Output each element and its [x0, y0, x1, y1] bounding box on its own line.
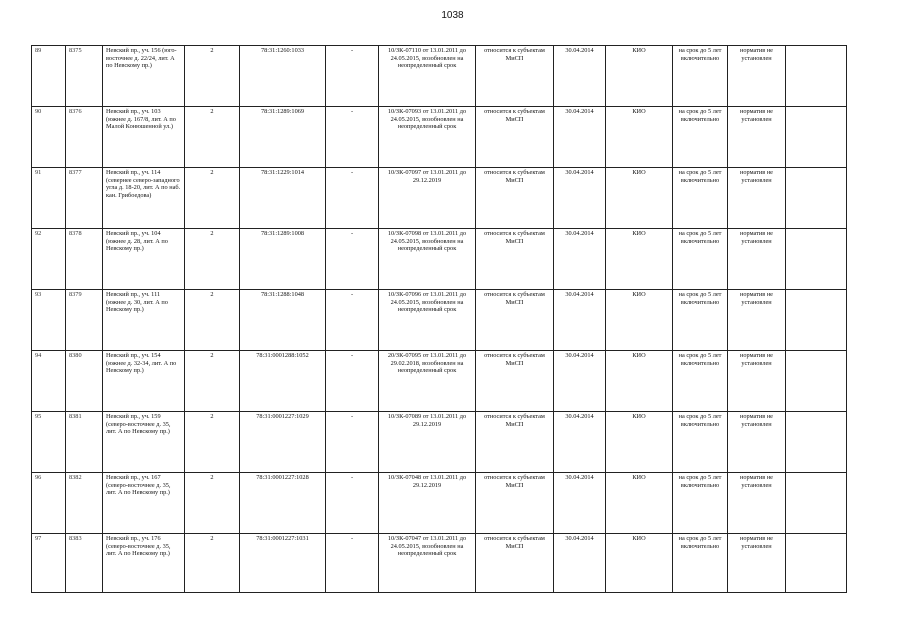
agreement-cell: 10/ЗК-07047 от 13.01.2011 до 24.05.2015, возобновлен на неопределенный срок [379, 534, 476, 593]
agreement-cell: 10/ЗК-07096 от 13.01.2011 до 24.05.2015, возобновлен на неопределенный срок [379, 290, 476, 351]
address-cell: Невский пр., уч. 103 (южнее д. 167/8, лит. А по Малой Конюшенной ул.) [103, 107, 185, 168]
table-row [32, 290, 847, 351]
category-cell: 2 [185, 412, 240, 473]
category-cell: 2 [185, 534, 240, 593]
table-row [32, 229, 847, 290]
agreement-cell: 10/ЗК-07110 от 13.01.2011 до 24.05.2015, возобновлен на неопределенный срок [379, 46, 476, 107]
row-number: 97 [32, 534, 66, 593]
agreement-cell: 10/ЗК-07098 от 13.01.2011 до 24.05.2015, возобновлен на неопределенный срок [379, 229, 476, 290]
norm-cell: норматив не установлен [728, 473, 786, 534]
empty-cell [786, 412, 847, 473]
page-number: 1038 [441, 10, 464, 21]
row-number: 95 [32, 412, 66, 473]
agreement-cell: 10/ЗК-07048 от 13.01.2011 до 29.12.2019 [379, 473, 476, 534]
row-number: 93 [32, 290, 66, 351]
cadastral-number-cell: 78:31:0001288:1052 [240, 351, 326, 412]
organization-cell: КИО [606, 473, 673, 534]
record-id: 8377 [66, 168, 103, 229]
organization-cell: КИО [606, 229, 673, 290]
empty-cell [786, 290, 847, 351]
category-cell: 2 [185, 473, 240, 534]
table-row [32, 107, 847, 168]
empty-cell [786, 168, 847, 229]
dash-cell: - [326, 412, 379, 473]
record-id: 8375 [66, 46, 103, 107]
organization-cell: КИО [606, 534, 673, 593]
row-number: 96 [32, 473, 66, 534]
record-id: 8382 [66, 473, 103, 534]
term-cell: на срок до 5 лет включительно [673, 46, 728, 107]
date-cell: 30.04.2014 [554, 473, 606, 534]
category-cell: 2 [185, 46, 240, 107]
subject-status-cell: относится к субъектам МиСП [476, 107, 554, 168]
term-cell: на срок до 5 лет включительно [673, 412, 728, 473]
dash-cell: - [326, 168, 379, 229]
organization-cell: КИО [606, 290, 673, 351]
term-cell: на срок до 5 лет включительно [673, 290, 728, 351]
category-cell: 2 [185, 290, 240, 351]
cadastral-number-cell: 78:31:1289:1008 [240, 229, 326, 290]
organization-cell: КИО [606, 412, 673, 473]
norm-cell: норматив не установлен [728, 229, 786, 290]
table-row [32, 168, 847, 229]
subject-status-cell: относится к субъектам МиСП [476, 168, 554, 229]
row-number: 91 [32, 168, 66, 229]
dash-cell: - [326, 473, 379, 534]
norm-cell: норматив не установлен [728, 351, 786, 412]
cadastral-number-cell: 78:31:0001227:1031 [240, 534, 326, 593]
organization-cell: КИО [606, 46, 673, 107]
record-id: 8380 [66, 351, 103, 412]
cadastral-number-cell: 78:31:0001227:1028 [240, 473, 326, 534]
organization-cell: КИО [606, 168, 673, 229]
category-cell: 2 [185, 107, 240, 168]
term-cell: на срок до 5 лет включительно [673, 168, 728, 229]
address-cell: Невский пр., уч. 104 (южнее д. 28, лит. А по Невскому пр.) [103, 229, 185, 290]
norm-cell: норматив не установлен [728, 412, 786, 473]
subject-status-cell: относится к субъектам МиСП [476, 412, 554, 473]
term-cell: на срок до 5 лет включительно [673, 351, 728, 412]
cadastral-number-cell: 78:31:1260:1033 [240, 46, 326, 107]
dash-cell: - [326, 229, 379, 290]
address-cell: Невский пр., уч. 159 (северо-восточнее д. 35, лит. А по Невскому пр.) [103, 412, 185, 473]
dash-cell: - [326, 107, 379, 168]
record-id: 8376 [66, 107, 103, 168]
table-row [32, 412, 847, 473]
subject-status-cell: относится к субъектам МиСП [476, 229, 554, 290]
date-cell: 30.04.2014 [554, 168, 606, 229]
term-cell: на срок до 5 лет включительно [673, 473, 728, 534]
agreement-cell: 10/ЗК-07089 от 13.01.2011 до 29.12.2019 [379, 412, 476, 473]
term-cell: на срок до 5 лет включительно [673, 229, 728, 290]
table-row [32, 534, 847, 593]
dash-cell: - [326, 351, 379, 412]
subject-status-cell: относится к субъектам МиСП [476, 351, 554, 412]
date-cell: 30.04.2014 [554, 534, 606, 593]
norm-cell: норматив не установлен [728, 290, 786, 351]
record-id: 8383 [66, 534, 103, 593]
date-cell: 30.04.2014 [554, 46, 606, 107]
date-cell: 30.04.2014 [554, 351, 606, 412]
address-cell: Невский пр., уч. 111 (южнее д. 30, лит. А по Невскому пр.) [103, 290, 185, 351]
empty-cell [786, 107, 847, 168]
cadastral-number-cell: 78:31:1288:1048 [240, 290, 326, 351]
date-cell: 30.04.2014 [554, 290, 606, 351]
register-table [31, 45, 847, 593]
norm-cell: норматив не установлен [728, 534, 786, 593]
row-number: 89 [32, 46, 66, 107]
norm-cell: норматив не установлен [728, 107, 786, 168]
dash-cell: - [326, 46, 379, 107]
table-body [32, 46, 847, 593]
empty-cell [786, 351, 847, 412]
agreement-cell: 10/ЗК-07097 от 13.01.2011 до 29.12.2019 [379, 168, 476, 229]
category-cell: 2 [185, 168, 240, 229]
term-cell: на срок до 5 лет включительно [673, 534, 728, 593]
empty-cell [786, 46, 847, 107]
subject-status-cell: относится к субъектам МиСП [476, 46, 554, 107]
cadastral-number-cell: 78:31:0001227:1029 [240, 412, 326, 473]
row-number: 94 [32, 351, 66, 412]
dash-cell: - [326, 534, 379, 593]
norm-cell: норматив не установлен [728, 46, 786, 107]
subject-status-cell: относится к субъектам МиСП [476, 290, 554, 351]
category-cell: 2 [185, 351, 240, 412]
date-cell: 30.04.2014 [554, 229, 606, 290]
date-cell: 30.04.2014 [554, 107, 606, 168]
record-id: 8379 [66, 290, 103, 351]
address-cell: Невский пр., уч. 154 (южнее д. 32-34, лит. А по Невскому пр.) [103, 351, 185, 412]
table-row [32, 473, 847, 534]
subject-status-cell: относится к субъектам МиСП [476, 473, 554, 534]
agreement-cell: 10/ЗК-07093 от 13.01.2011 до 24.05.2015, возобновлен на неопределенный срок [379, 107, 476, 168]
row-number: 92 [32, 229, 66, 290]
dash-cell: - [326, 290, 379, 351]
date-cell: 30.04.2014 [554, 412, 606, 473]
organization-cell: КИО [606, 351, 673, 412]
table-row [32, 46, 847, 107]
record-id: 8378 [66, 229, 103, 290]
empty-cell [786, 473, 847, 534]
address-cell: Невский пр., уч. 167 (северо-восточнее д. 35, лит. А по Невскому пр.) [103, 473, 185, 534]
norm-cell: норматив не установлен [728, 168, 786, 229]
empty-cell [786, 534, 847, 593]
table-row [32, 351, 847, 412]
address-cell: Невский пр., уч. 114 (севернее северо-западного угла д. 18-20, лит. А по наб. кан. Грибоедова) [103, 168, 185, 229]
subject-status-cell: относится к субъектам МиСП [476, 534, 554, 593]
row-number: 90 [32, 107, 66, 168]
agreement-cell: 20/ЗК-07095 от 13.01.2011 до 29.02.2018, возобновлен на неопределенный срок [379, 351, 476, 412]
cadastral-number-cell: 78:31:1289:1069 [240, 107, 326, 168]
address-cell: Невский пр., уч. 156 (юго-восточнее д. 22/24, лит. А по Невскому пр.) [103, 46, 185, 107]
record-id: 8381 [66, 412, 103, 473]
organization-cell: КИО [606, 107, 673, 168]
cadastral-number-cell: 78:31:1229:1014 [240, 168, 326, 229]
address-cell: Невский пр., уч. 176 (северо-восточнее д. 35, лит. А по Невскому пр.) [103, 534, 185, 593]
empty-cell [786, 229, 847, 290]
category-cell: 2 [185, 229, 240, 290]
term-cell: на срок до 5 лет включительно [673, 107, 728, 168]
